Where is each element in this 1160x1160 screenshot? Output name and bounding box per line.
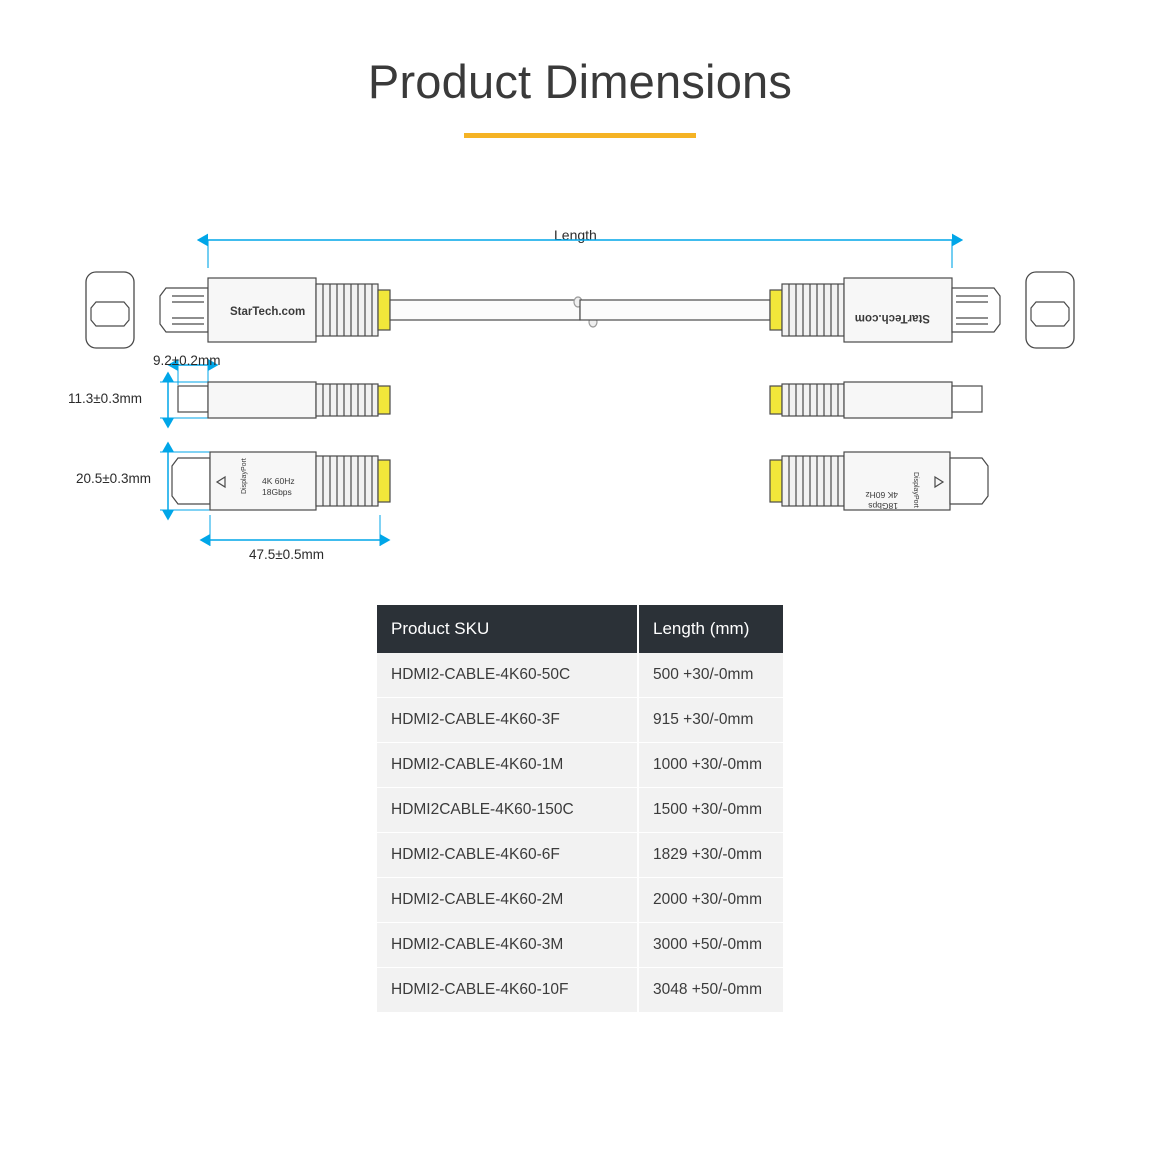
cell-length: 3048 +50/-0mm bbox=[638, 968, 783, 1013]
cell-length: 500 +30/-0mm bbox=[638, 653, 783, 698]
table-row bbox=[377, 698, 783, 743]
height-small-dimension-text: 11.3±0.3mm bbox=[68, 391, 142, 406]
cell-sku: HDMI2-CABLE-4K60-2M bbox=[377, 878, 638, 923]
connector-spec-right-2: 18Gbps bbox=[868, 501, 898, 511]
connector-spec-right-1: 4K 60Hz bbox=[865, 490, 898, 500]
cell-sku: HDMI2-CABLE-4K60-6F bbox=[377, 833, 638, 878]
cell-sku: HDMI2CABLE-4K60-150C bbox=[377, 788, 638, 833]
connector-brand-right: StarTech.com bbox=[854, 312, 930, 324]
cell-length: 1829 +30/-0mm bbox=[638, 833, 783, 878]
hdmi-port-left bbox=[86, 272, 134, 348]
column-header-sku: Product SKU bbox=[377, 605, 638, 653]
cable-connector-right bbox=[580, 278, 1000, 342]
cell-sku: HDMI2-CABLE-4K60-3M bbox=[377, 923, 638, 968]
table-row bbox=[377, 968, 783, 1013]
column-header-length: Length (mm) bbox=[638, 605, 783, 653]
cell-length: 1000 +30/-0mm bbox=[638, 743, 783, 788]
cell-length: 3000 +50/-0mm bbox=[638, 923, 783, 968]
cell-length: 1500 +30/-0mm bbox=[638, 788, 783, 833]
product-dimension-diagram bbox=[0, 210, 1160, 590]
connector-length-dimension-arrow bbox=[210, 515, 380, 546]
cell-length: 2000 +30/-0mm bbox=[638, 878, 783, 923]
table-header-row bbox=[377, 605, 783, 653]
table-row bbox=[377, 743, 783, 788]
connector-side-view-left bbox=[178, 382, 390, 418]
cell-length: 915 +30/-0mm bbox=[638, 698, 783, 743]
connector-brand-left: StarTech.com bbox=[230, 306, 306, 318]
cell-sku: HDMI2-CABLE-4K60-1M bbox=[377, 743, 638, 788]
cell-sku: HDMI2-CABLE-4K60-10F bbox=[377, 968, 638, 1013]
depth-dimension-text: 9.2±0.2mm bbox=[153, 353, 221, 368]
connector-mark-right: DisplayPort bbox=[912, 472, 919, 508]
cell-sku: HDMI2-CABLE-4K60-3F bbox=[377, 698, 638, 743]
connector-mark-left: DisplayPort bbox=[241, 458, 248, 494]
cable-connector-left bbox=[160, 278, 580, 342]
table-row bbox=[377, 833, 783, 878]
hdmi-port-right bbox=[1026, 272, 1074, 348]
connector-spec-left-2: 18Gbps bbox=[262, 487, 292, 497]
table-row bbox=[377, 878, 783, 923]
length-arrow bbox=[208, 240, 952, 268]
connector-length-dimension-text: 47.5±0.5mm bbox=[249, 547, 324, 562]
connector-spec-left-1: 4K 60Hz bbox=[262, 476, 295, 486]
title-underline-rule bbox=[464, 133, 696, 138]
table-row bbox=[377, 788, 783, 833]
diagram-svg bbox=[0, 210, 1160, 590]
page-title: Product Dimensions bbox=[367, 55, 793, 108]
table-row bbox=[377, 653, 783, 698]
length-dimension-label: Length bbox=[554, 227, 597, 243]
product-sku-table bbox=[377, 605, 783, 1013]
cell-sku: HDMI2-CABLE-4K60-50C bbox=[377, 653, 638, 698]
table-row bbox=[377, 923, 783, 968]
connector-side-view-right bbox=[770, 382, 982, 418]
height-large-dimension-text: 20.5±0.3mm bbox=[76, 471, 151, 486]
